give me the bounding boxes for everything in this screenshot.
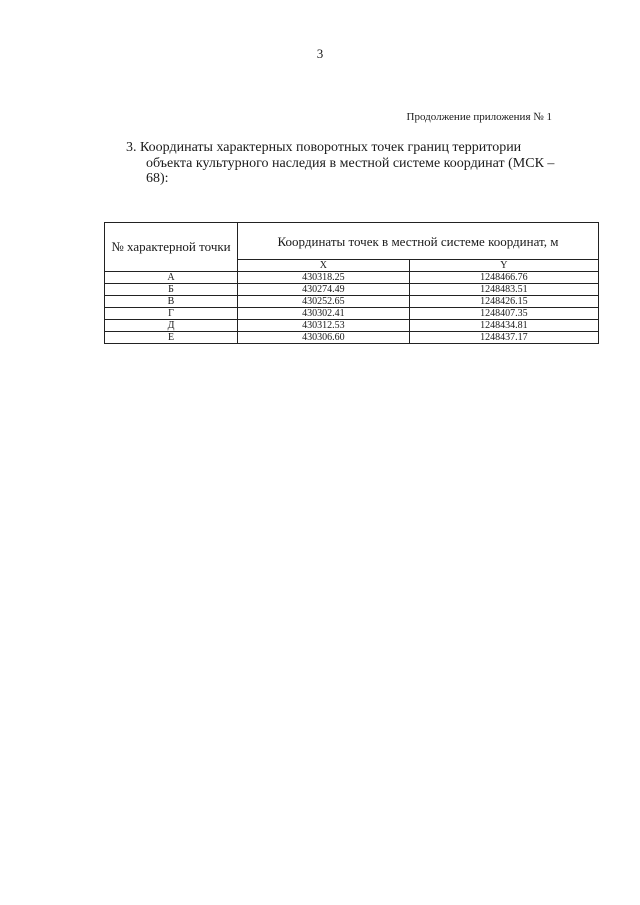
point-name: А [105,272,238,284]
x-value: 430312.53 [238,320,410,332]
table-row [105,284,599,296]
y-value: 1248437.17 [409,332,598,344]
table-row [105,332,599,344]
heading-line-3: 68): [146,171,169,186]
point-name: Е [105,332,238,344]
point-name: Г [105,308,238,320]
page-number: 3 [316,46,324,61]
appendix-note: Продолжение приложения № 1 [406,111,552,123]
table-row [105,296,599,308]
x-value: 430306.60 [238,332,410,344]
heading-line-2: объекта культурного наследия в местной системе координат (МСК – [146,155,555,171]
table-row [105,272,599,284]
y-column-header: Y [409,260,598,272]
y-value: 1248483.51 [409,284,598,296]
heading-line-1: 3. Координаты характерных поворотных точек границ территории [126,140,522,155]
section-heading [126,140,596,187]
table-row [105,320,599,332]
table-row [105,308,599,320]
y-value: 1248466.76 [409,272,598,284]
y-value: 1248407.35 [409,308,598,320]
y-value: 1248434.81 [409,320,598,332]
point-name: В [105,296,238,308]
coordinates-column-header: Координаты точек в местной системе координат, м [238,223,599,260]
x-column-header: X [238,260,410,272]
point-name: Б [105,284,238,296]
point-column-header: № характерной точки [105,223,238,272]
point-name: Д [105,320,238,332]
coordinates-table [104,222,599,344]
x-value: 430318.25 [238,272,410,284]
x-value: 430274.49 [238,284,410,296]
y-value: 1248426.15 [409,296,598,308]
x-value: 430252.65 [238,296,410,308]
x-value: 430302.41 [238,308,410,320]
